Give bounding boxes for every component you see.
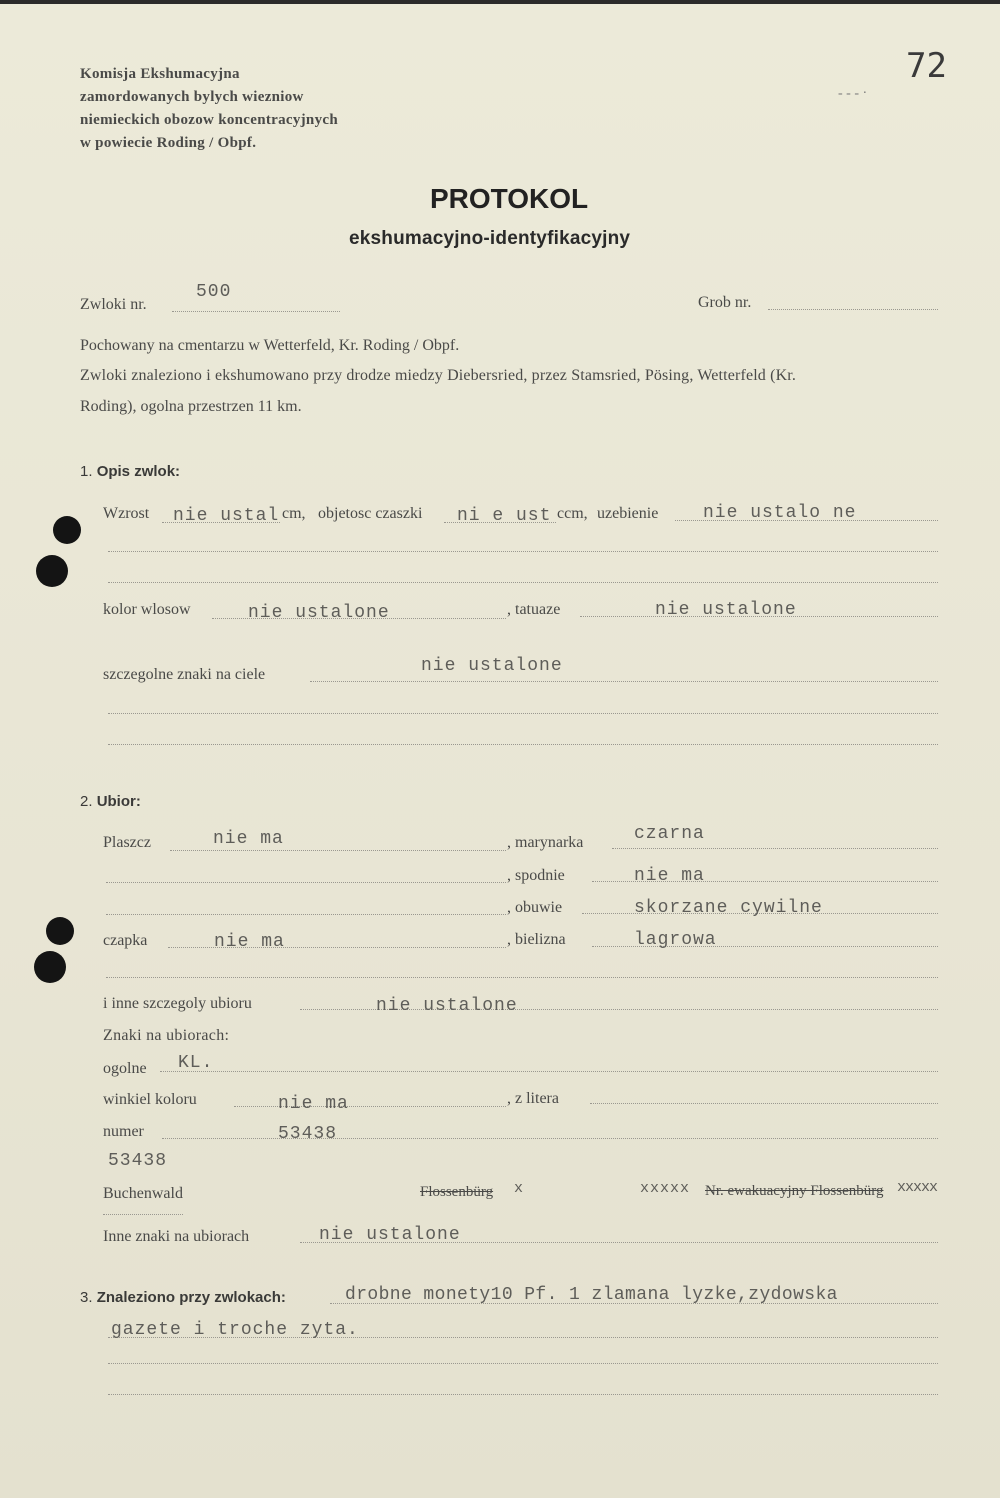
blank-line-6	[106, 914, 506, 915]
czapka-label: czapka	[103, 932, 148, 949]
zwloki-label: Zwloki nr.	[80, 296, 147, 313]
numer-label: numer	[103, 1123, 144, 1140]
ogolne-value: KL.	[178, 1053, 214, 1073]
scan-edge	[0, 0, 1000, 4]
blank-line-2	[108, 582, 938, 583]
org-line-1: Komisja Ekshumacyjna	[80, 66, 240, 82]
ewak-x-mark: xxxxx	[640, 1180, 691, 1197]
wzrost-unit: cm,	[282, 505, 306, 522]
obuwie-value: skorzane cywilne	[634, 898, 823, 918]
czaszka-label: objetosc czaszki	[318, 505, 423, 522]
bielizna-value: lagrowa	[634, 930, 717, 950]
section3-title: Znaleziono przy zwlokach:	[96, 1289, 286, 1306]
document-subtitle: ekshumacyjno-identyfikacyjny	[349, 228, 631, 249]
burial-place: Pochowany na cmentarzu w Wetterfeld, Kr. Roding / Obpf.	[80, 337, 460, 354]
ewak-x-mark-2: xxxxx	[897, 1179, 938, 1196]
znaki-line	[310, 681, 938, 682]
numer-extra-value: 53438	[108, 1151, 168, 1171]
wzrost-label: Wzrost	[103, 505, 150, 522]
section3-line-4	[108, 1394, 938, 1395]
page-number: 72	[906, 46, 947, 86]
zwloki-value: 500	[196, 282, 232, 302]
section1-heading	[80, 463, 180, 480]
document-title: PROTOKOL	[430, 183, 589, 214]
blank-line-4	[108, 744, 938, 745]
inne-value: nie ustalone	[376, 996, 518, 1016]
uzebienie-label: uzebienie	[597, 505, 659, 522]
uzebienie-value: nie ustalo ne	[703, 503, 857, 523]
punch-hole-4	[34, 951, 66, 983]
znaki-label: szczegolne znaki na ciele	[103, 666, 266, 683]
inne-znaki-value: nie ustalone	[319, 1225, 461, 1245]
section3-heading	[80, 1289, 286, 1306]
ogolne-line	[160, 1071, 938, 1072]
flossenburg-label: Flossenbürg	[420, 1184, 494, 1200]
org-line-3: niemieckich obozow koncentracyjnych	[80, 112, 338, 128]
section3-value-line1: drobne monety10 Pf. 1 zlamana lyzke,zydowska	[345, 1285, 838, 1305]
punch-hole-2	[36, 555, 68, 587]
tatuaze-label: , tatuaze	[507, 601, 561, 618]
section1-title: Opis zwlok:	[96, 463, 181, 480]
found-location-line1: Zwloki znaleziono i ekshumowano przy drodze miedzy Diebersried, przez Stamsried, Pösing, Wetterfeld (Kr.	[80, 367, 797, 384]
section2-heading	[80, 793, 141, 810]
grob-line	[768, 309, 938, 310]
blank-line-3	[108, 713, 938, 714]
czaszka-unit: ccm,	[557, 505, 588, 522]
litera-label: , z litera	[507, 1090, 559, 1107]
inne-label: i inne szczegoly ubioru	[103, 995, 252, 1012]
ewak-label: Nr. ewakuacyjny Flossenbürg	[705, 1183, 884, 1199]
plaszcz-label: Plaszcz	[103, 834, 151, 851]
section3-number: 3.	[80, 1289, 93, 1306]
zwloki-line	[172, 311, 340, 312]
czapka-value: nie ma	[214, 932, 285, 952]
winkiel-value: nie ma	[278, 1094, 349, 1114]
section2-title: Ubior:	[96, 793, 141, 810]
marynarka-line	[612, 848, 938, 849]
section2-number: 2.	[80, 793, 93, 810]
section3-value-line2: gazete i troche zyta.	[111, 1320, 359, 1340]
grob-label: Grob nr.	[698, 294, 752, 311]
section3-line-3	[108, 1363, 938, 1364]
org-line-2: zamordowanych bylych wiezniow	[80, 89, 304, 105]
znaki-value: nie ustalone	[421, 656, 563, 676]
blank-line-7	[106, 977, 938, 978]
buchenwald-underline	[103, 1214, 183, 1215]
marynarka-value: czarna	[634, 824, 705, 844]
section1-number: 1.	[80, 463, 93, 480]
winkiel-label: winkiel koloru	[103, 1091, 197, 1108]
punch-hole-3	[46, 917, 74, 945]
marynarka-label: , marynarka	[507, 834, 584, 851]
inne-znaki-label: Inne znaki na ubiorach	[103, 1228, 250, 1245]
header-marks: - - - ·	[838, 86, 868, 101]
obuwie-label: , obuwie	[507, 899, 563, 916]
tatuaze-value: nie ustalone	[655, 600, 797, 620]
wlosy-value: nie ustalone	[248, 603, 390, 623]
znaki-ubior-header: Znaki na ubiorach:	[103, 1027, 230, 1044]
winkiel-line	[234, 1106, 506, 1107]
spodnie-value: nie ma	[634, 866, 705, 886]
plaszcz-value: nie ma	[213, 829, 284, 849]
wzrost-value: nie ustal	[173, 506, 280, 526]
plaszcz-line	[170, 850, 506, 851]
bielizna-label: , bielizna	[507, 931, 566, 948]
wlosy-label: kolor wlosow	[103, 601, 191, 618]
buchenwald-label: Buchenwald	[103, 1185, 183, 1202]
numer-value: 53438	[278, 1124, 338, 1144]
spodnie-label: , spodnie	[507, 867, 565, 884]
punch-hole-1	[53, 516, 81, 544]
litera-line	[590, 1103, 938, 1104]
found-location-line2: Roding), ogolna przestrzen 11 km.	[80, 398, 302, 415]
org-line-4: w powiecie Roding / Obpf.	[80, 135, 257, 151]
blank-line-5	[106, 882, 506, 883]
blank-line-1	[108, 551, 938, 552]
czaszka-value: ni e ust	[457, 506, 552, 526]
ogolne-label: ogolne	[103, 1060, 147, 1077]
flossenburg-x: x	[514, 1180, 525, 1197]
